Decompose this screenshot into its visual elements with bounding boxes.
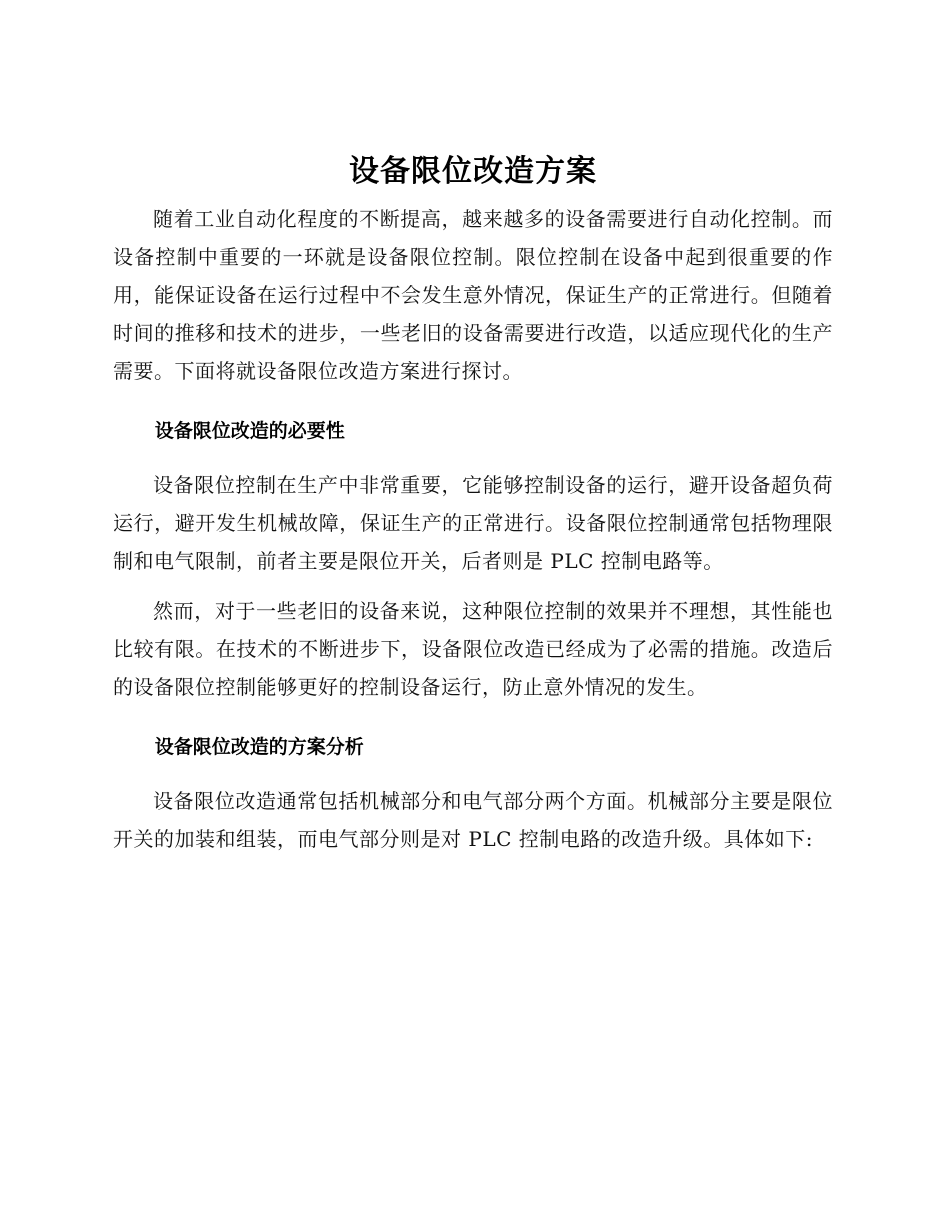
- section-heading-necessity: 设备限位改造的必要性: [154, 420, 345, 442]
- plan-analysis-paragraph-1: 设备限位改造通常包括机械部分和电气部分两个方面。机械部分主要是限位开关的加装和组装，而电气部分则是对 PLC 控制电路的改造升级。具体如下:: [113, 789, 833, 851]
- necessity-paragraph-1: 设备限位控制在生产中非常重要，它能够控制设备的运行，避开设备超负荷运行，避开发生机械故障，保证生产的正常进行。设备限位控制通常包括物理限制和电气限制，前者主要是限位开关，后者则是 PLC 控制电路等。: [113, 473, 833, 573]
- necessity-paragraph-2: 然而，对于一些老旧的设备来说，这种限位控制的效果并不理想，其性能也比较有限。在技术的不断进步下，设备限位改造已经成为了必需的措施。改造后的设备限位控制能够更好的控制设备运行，防止意外情况的发生。: [113, 599, 833, 699]
- document-body: [113, 150, 833, 858]
- intro-paragraph: 随着工业自动化程度的不断提高，越来越多的设备需要进行自动化控制。而设备控制中重要的一环就是设备限位控制。限位控制在设备中起到很重要的作用，能保证设备在运行过程中不会发生意外情况，保证生产的正常进行。但随着时间的推移和技术的进步，一些老旧的设备需要进行改造，以适应现代化的生产需要。下面将就设备限位改造方案进行探讨。: [113, 207, 833, 383]
- section-heading-plan-analysis: 设备限位改造的方案分析: [154, 736, 364, 758]
- document-title: 设备限位改造方案: [349, 154, 597, 189]
